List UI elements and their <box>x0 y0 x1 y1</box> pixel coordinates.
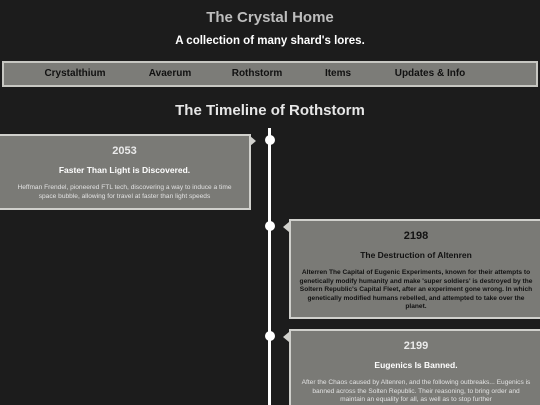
timeline-axis <box>268 128 271 405</box>
event-description: Alterren The Capital of Eugenic Experiments, known for their attempts to genetically modify humanity and make 'super soldiers' is destroyed by the Soltern Republic's Capital Fleet, after an experiment gone wrong. In which genetically modified humans rebelled, and attempted to take over the planet. <box>299 269 533 310</box>
nav-item-items[interactable]: Items <box>324 68 352 79</box>
timeline-dot <box>265 331 275 341</box>
event-description: Heffman Frendel, pioneered FTL tech, discovering a way to induce a time space bubble, allowing for travel at faster than light speeds <box>17 184 232 200</box>
event-headline: Faster Than Light is Discovered. <box>58 165 191 175</box>
nav-item-crystalthium[interactable]: Crystalthium <box>44 68 106 79</box>
timeline-event-card <box>289 329 540 405</box>
timeline-event-card <box>289 219 540 319</box>
timeline-dot <box>265 221 275 231</box>
site-title: The Crystal Home <box>206 9 334 26</box>
nav-item-updates-info[interactable]: Updates & Info <box>394 68 466 79</box>
site-subtitle: A collection of many shard's lores. <box>175 35 365 47</box>
event-year: 2053 <box>112 145 137 157</box>
timeline-title: The Timeline of Rothstorm <box>175 102 365 119</box>
event-description: After the Chaos caused by Altenren, and the following outbreaks... Eugenics is banned across the Solten Republic. Their reasoning, to bring order and maintain an equality for all, as well as to stop further <box>301 379 531 403</box>
event-year: 2198 <box>403 230 429 242</box>
nav-item-rothstorm[interactable]: Rothstorm <box>231 68 283 79</box>
timeline-dot <box>265 135 275 145</box>
event-headline: Eugenics Is Banned. <box>374 360 458 370</box>
navbar <box>2 61 538 87</box>
nav-item-avaerum[interactable]: Avaerum <box>148 68 192 79</box>
timeline-event-card <box>0 134 251 210</box>
event-headline: The Destruction of Altenren <box>360 250 472 260</box>
event-year: 2199 <box>403 340 429 352</box>
